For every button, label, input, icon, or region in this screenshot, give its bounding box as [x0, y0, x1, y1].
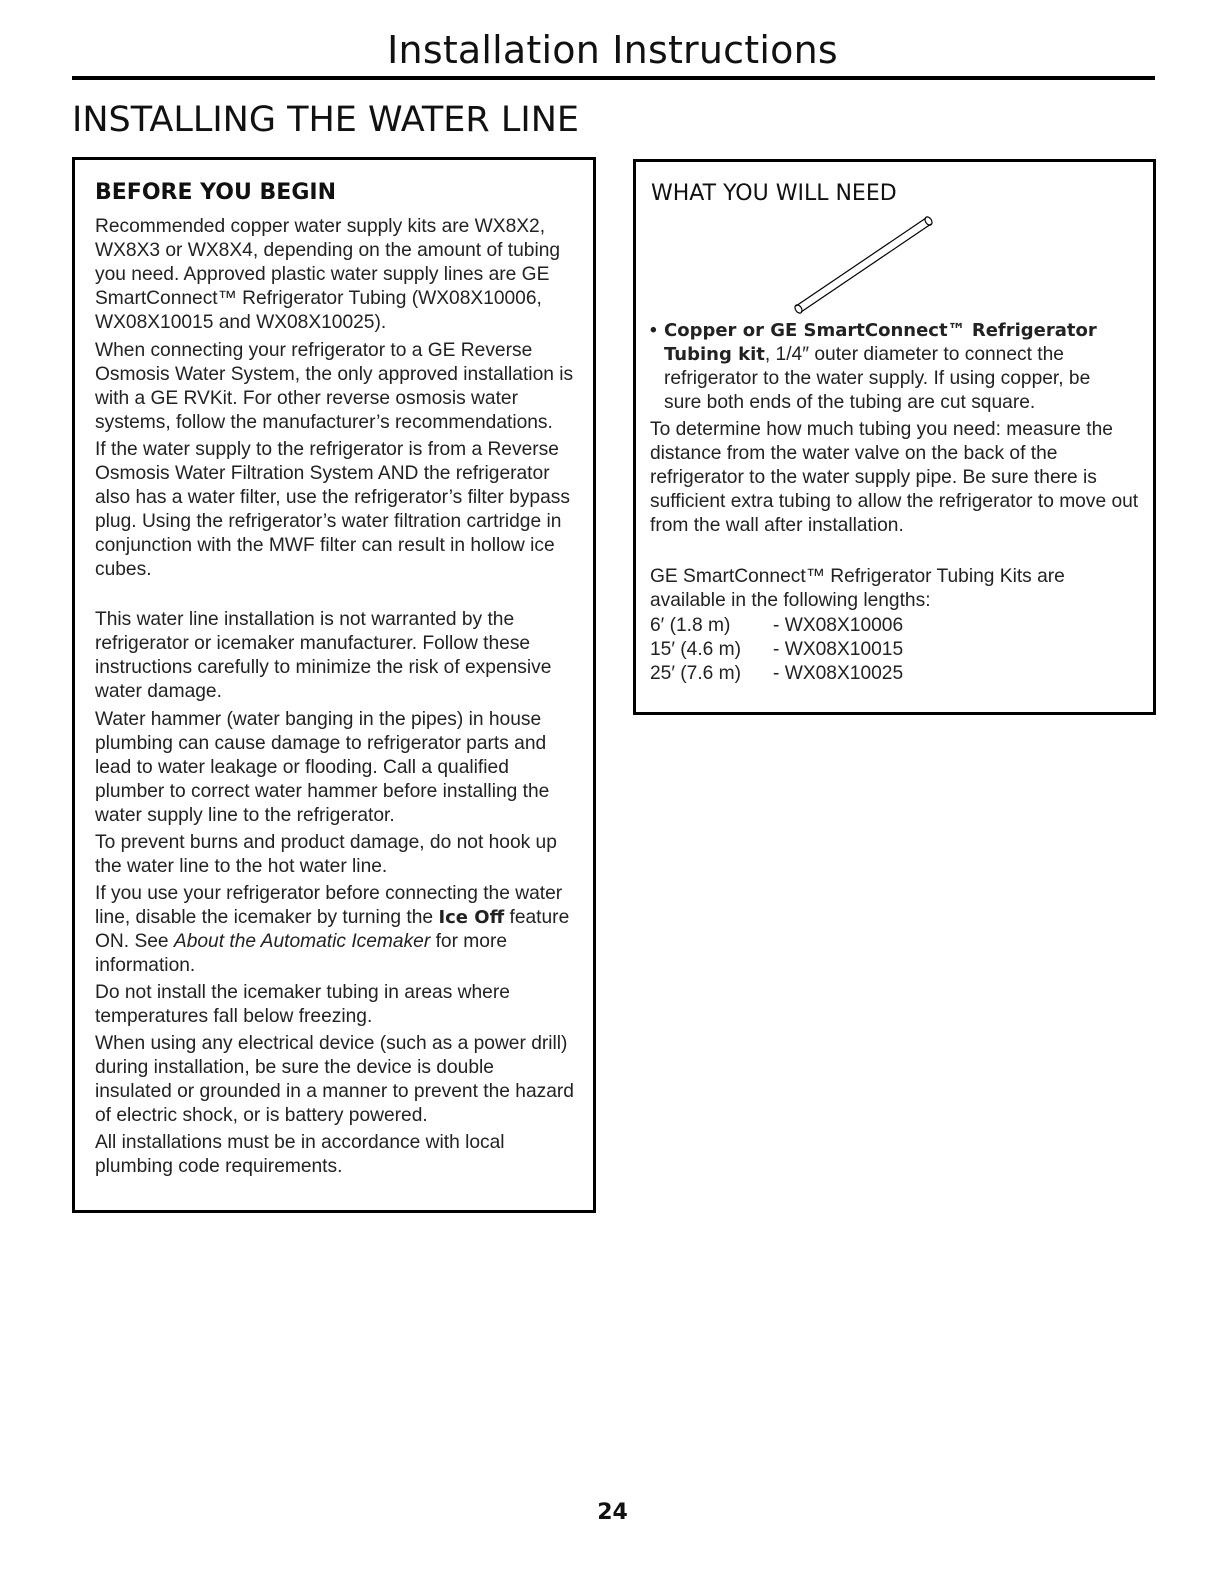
need-paragraph-1: To determine how much tubing you need: measure the distance from the water valve on the back of the refrigerator to the water supply pipe. Be sure there is sufficient extra tubing to allow the refrigerator to move out from the wall after installation. [650, 419, 1139, 536]
tubing-part-number: - WX08X10015 [773, 639, 904, 660]
before-paragraph-7 [95, 882, 575, 978]
p7-text-mid: feature ON. See [95, 907, 570, 952]
tubing-length: 25′ (7.6 m) [650, 663, 742, 684]
tubing-length: 15′ (4.6 m) [650, 639, 742, 660]
list-item [650, 638, 950, 662]
tubing-kit-name: Copper or GE SmartConnect™ Refrigerator Tubing kit [664, 320, 1097, 365]
header-title: Installation Instructions [387, 28, 838, 72]
tubing-illustration-icon [786, 210, 946, 318]
before-paragraph-8: Do not install the icemaker tubing in areas where temperatures fall below freezing. [95, 982, 510, 1027]
what-you-will-need-title: WHAT YOU WILL NEED [651, 181, 897, 206]
before-paragraph-2: When connecting your refrigerator to a GE Reverse Osmosis Water System, the only approved installation is with a GE RVKit. For other reverse osmosis water systems, follow the manufacturer’s recommendations. [95, 340, 574, 433]
tubing-sizes-list [650, 614, 950, 686]
before-you-begin-box [72, 157, 596, 1213]
what-you-will-need-box [633, 159, 1156, 715]
section-title: INSTALLING THE WATER LINE [72, 100, 579, 140]
need-paragraph-2: GE SmartConnect™ Refrigerator Tubing Kits are available in the following lengths: [650, 566, 1065, 611]
header-rule [72, 76, 1155, 80]
ice-off-label: Ice Off [438, 907, 505, 928]
tubing-part-number: - WX08X10006 [773, 615, 904, 636]
before-paragraph-1: Recommended copper water supply kits are WX8X2, WX8X3 or WX8X4, depending on the amount of tubing you need. Approved plastic water supply lines are GE SmartConnect™ Refrigerator Tubing (WX08X10006, WX08X10015 and WX08X10025). [95, 216, 561, 333]
tubing-kit-bullet [650, 319, 1130, 415]
before-paragraph-3: If the water supply to the refrigerator is from a Reverse Osmosis Water Filtration System AND the refrigerator also has a water filter, use the refrigerator’s filter bypass plug. Using the refrigerator’s water filtration cartridge in conjunction with the MWF filter can result in hollow ice cubes. [95, 439, 570, 580]
page-number: 24 [597, 1500, 628, 1525]
icemaker-reference: About the Automatic Icemaker [173, 931, 431, 952]
tubing-kit-description: , 1/4″ outer diameter to connect the refrigerator to the water supply. If using copper, be sure both ends of the tubing are cut square. [664, 344, 1091, 413]
list-item [650, 662, 950, 686]
before-paragraph-5: Water hammer (water banging in the pipes) in house plumbing can cause damage to refrigerator parts and lead to water leakage or flooding. Call a qualified plumber to correct water hammer before installing the water supply line to the refrigerator. [95, 709, 550, 826]
before-paragraph-9: When using any electrical device (such as a power drill) during installation, be sure the device is double insulated or grounded in a manner to prevent the hazard of electric shock, or is battery powered. [95, 1033, 574, 1126]
list-item [650, 614, 950, 638]
before-paragraph-4: This water line installation is not warranted by the refrigerator or icemaker manufacturer. Follow these instructions carefully to minimize the risk of expensive water damage. [95, 609, 552, 702]
tubing-length: 6′ (1.8 m) [650, 615, 731, 636]
p7-text-pre: If you use your refrigerator before connecting the water line, disable the icemaker by turning the [95, 883, 563, 928]
before-paragraph-6: To prevent burns and product damage, do not hook up the water line to the hot water line. [95, 832, 557, 877]
tubing-part-number: - WX08X10025 [773, 663, 904, 684]
before-you-begin-title: BEFORE YOU BEGIN [95, 180, 336, 205]
bullet-dot: • [650, 320, 657, 341]
before-paragraph-10: All installations must be in accordance with local plumbing code requirements. [95, 1132, 505, 1177]
p7-text-post: for more information. [95, 931, 508, 976]
